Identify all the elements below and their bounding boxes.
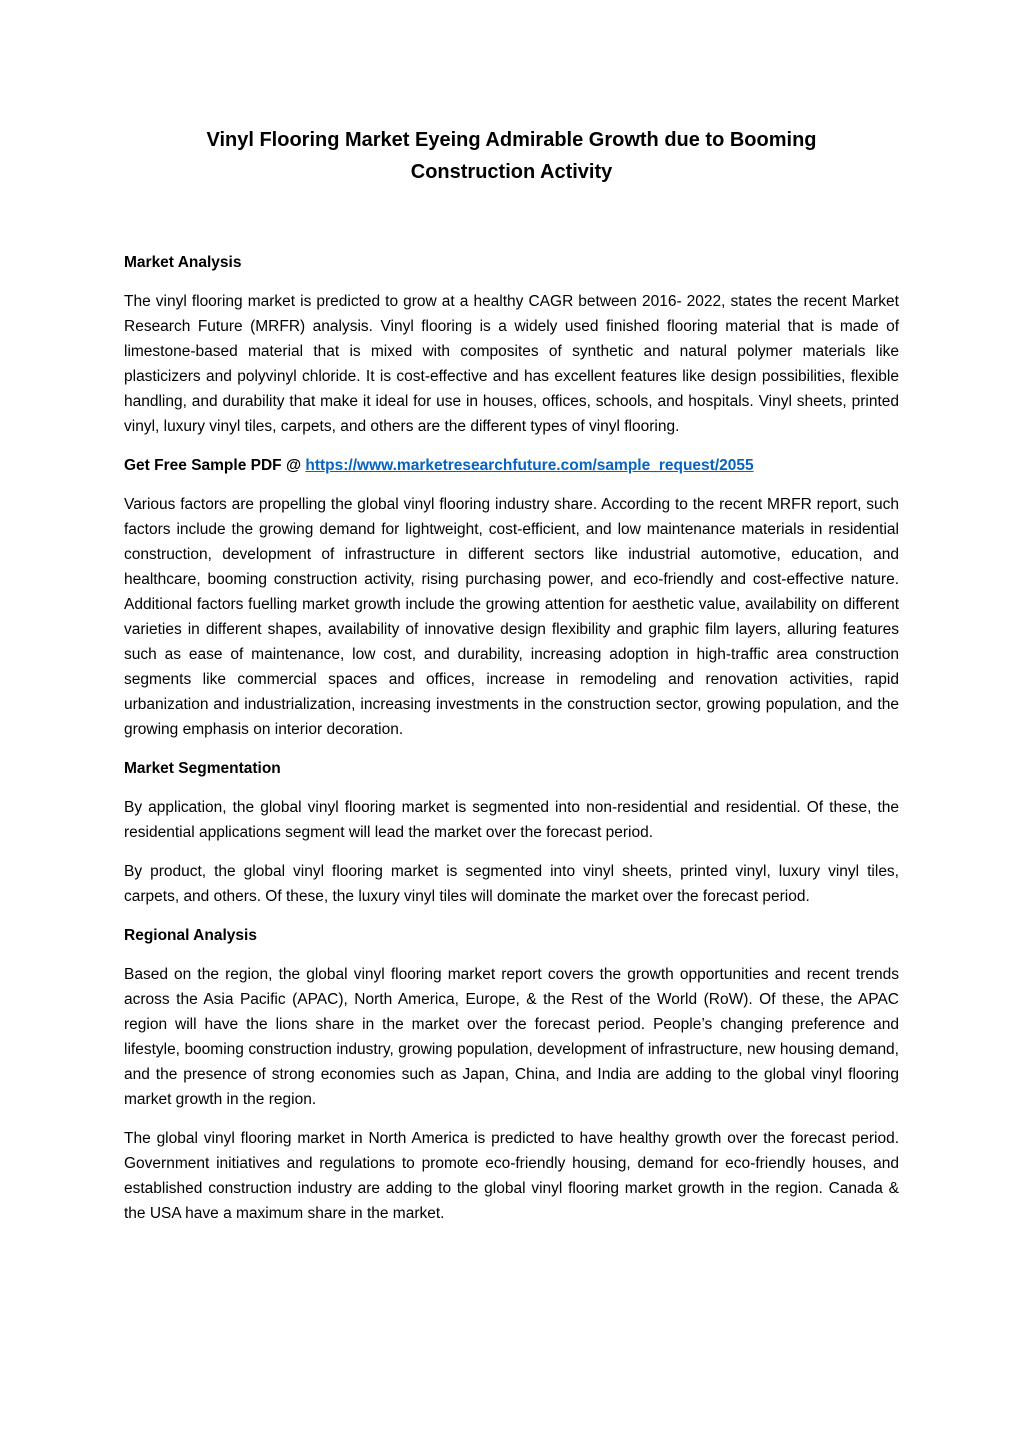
market-segmentation-section [124,756,899,909]
market-segmentation-paragraph-1: By application, the global vinyl flooring market is segmented into non-residential and residential. Of these, the residential applications segment will lead the market over the forecast period. [124,799,899,841]
market-analysis-section [124,250,899,742]
sample-pdf-line [124,453,899,478]
market-segmentation-paragraph-2: By product, the global vinyl flooring market is segmented into vinyl sheets, printed vinyl, luxury vinyl tiles, carpets, and others. Of these, the luxury vinyl tiles will dominate the market over the forecast period. [124,863,899,905]
market-analysis-paragraph-1: The vinyl flooring market is predicted to grow at a healthy CAGR between 2016- 2022, states the recent Market Research Future (MRFR) analysis. Vinyl flooring is a widely used finished flooring material that is made of limestone-based material that is mixed with composites of synthetic and natural polymer materials like plasticizers and polyvinyl chloride. It is cost-effective and has excellent features like design possibilities, flexible handling, and durability that make it ideal for use in houses, offices, schools, and hospitals. Vinyl sheets, printed vinyl, luxury vinyl tiles, carpets, and others are the different types of vinyl flooring. [124,293,899,435]
regional-analysis-section [124,923,899,1226]
market-analysis-heading: Market Analysis [124,254,242,271]
market-analysis-paragraph-2: Various factors are propelling the global vinyl flooring industry share. According to the recent MRFR report, such factors include the growing demand for lightweight, cost-efficient, and low maintenance materials in residential construction, development of infrastructure in different sectors like industrial automotive, education, and healthcare, booming construction activity, rising purchasing power, and eco-friendly and cost-effective nature. Additional factors fuelling market growth include the growing attention for aesthetic value, availability on different varieties in different shapes, availability of innovative design flexibility and graphic film layers, alluring features such as ease of maintenance, low cost, and durability, increasing adoption in high-traffic area construction segments like commercial spaces and offices, increase in remodeling and renovation activities, rapid urbanization and industrialization, increasing investments in the construction sector, growing population, and the growing emphasis on interior decoration. [124,496,899,738]
sample-pdf-label: Get Free Sample PDF @ [124,457,306,474]
regional-analysis-heading: Regional Analysis [124,927,257,944]
document-page [124,124,899,1240]
sample-pdf-link[interactable]: https://www.marketresearchfuture.com/sample_request/2055 [305,457,754,474]
regional-analysis-paragraph-1: Based on the region, the global vinyl flooring market report covers the growth opportunities and recent trends across the Asia Pacific (APAC), North America, Europe, & the Rest of the World (RoW). Of these, the APAC region will have the lions share in the market over the forecast period. People’s changing preference and lifestyle, booming construction industry, growing population, development of infrastructure, new housing demand, and the presence of strong economies such as Japan, China, and India are adding to the global vinyl flooring market growth in the region. [124,966,899,1108]
page-title: Vinyl Flooring Market Eyeing Admirable Growth due to Booming Construction Activity [206,129,817,183]
market-segmentation-heading: Market Segmentation [124,760,281,777]
regional-analysis-paragraph-2: The global vinyl flooring market in North America is predicted to have healthy growth over the forecast period. Government initiatives and regulations to promote eco-friendly housing, demand for eco-friendly houses, and established construction industry are adding to the global vinyl flooring market growth in the region. Canada & the USA have a maximum share in the market. [124,1130,899,1222]
